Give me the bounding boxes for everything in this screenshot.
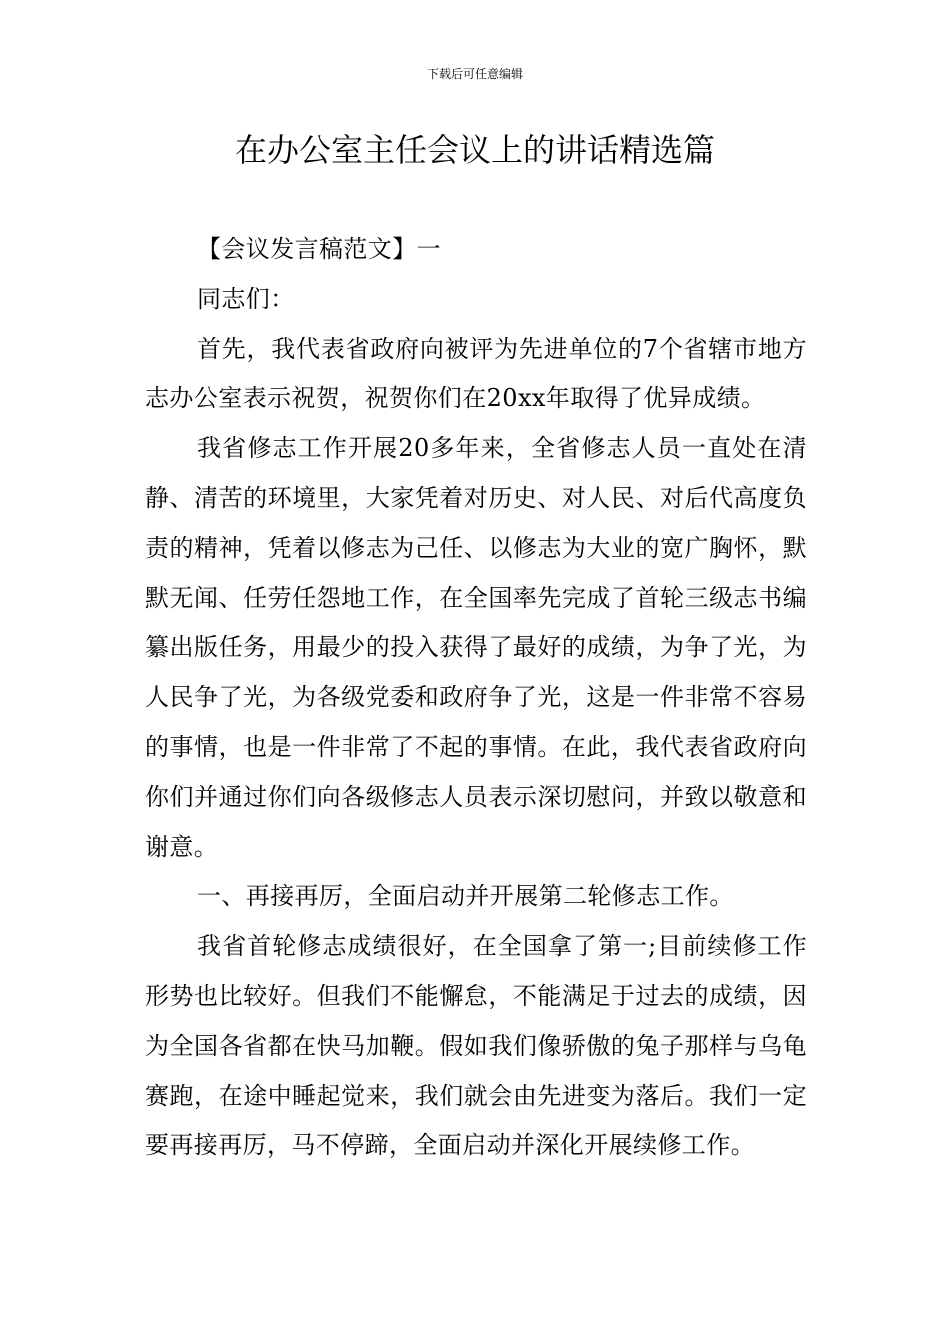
- paragraph: 我省修志工作开展20多年来，全省修志人员一直处在清静、清苦的环境里，大家凭着对历史、对人民、对后代高度负责的精神，凭着以修志为己任、以修志为大业的宽广胸怀，默默无闻、任劳任怨地工作，在全国率先完成了首轮三级志书编纂出版任务，用最少的投入获得了最好的成绩，为争了光，为人民争了光，为各级党委和政府争了光，这是一件非常不容易的事情，也是一件非常了不起的事情。在此，我代表省政府向你们并通过你们向各级修志人员表示深切慰问，并致以敬意和谢意。: [145, 434, 807, 861]
- paragraph: 首先，我代表省政府向被评为先进单位的7个省辖市地方志办公室表示祝贺，祝贺你们在20xx年取得了优异成绩。: [145, 334, 807, 413]
- paragraph-section-heading: 一、再接再厉，全面启动并开展第二轮修志工作。: [197, 882, 734, 911]
- paragraph-salutation: 同志们：: [197, 284, 295, 313]
- document-title: 在办公室主任会议上的讲话精选篇: [234, 131, 715, 169]
- document-body: [145, 225, 807, 1171]
- paragraph-heading: 【会议发言稿范文】一: [197, 235, 441, 263]
- header-note: 下载后可任意编辑: [426, 67, 523, 81]
- paragraph: 我省首轮修志成绩很好，在全国拿了第一;目前续修工作形势也比较好。但我们不能懈怠，不能满足于过去的成绩，因为全国各省都在快马加鞭。假如我们像骄傲的兔子那样与乌龟赛跑，在途中睡起觉来，我们就会由先进变为落后。我们一定要再接再厉，马不停蹄，全面启动并深化开展续修工作。: [145, 932, 807, 1160]
